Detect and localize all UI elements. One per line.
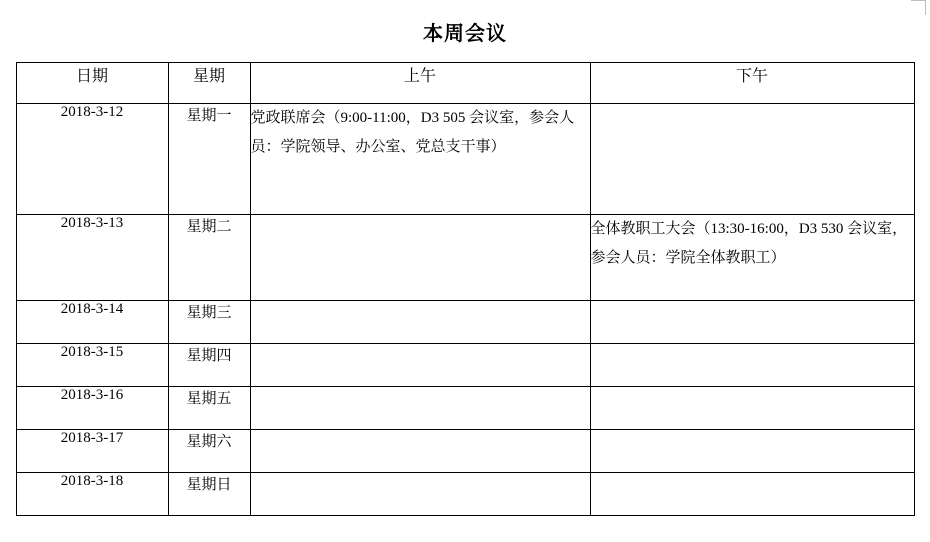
cell-morning [250, 301, 590, 344]
cell-date: 2018-3-16 [16, 387, 168, 430]
cell-date: 2018-3-13 [16, 215, 168, 301]
cell-weekday: 星期一 [168, 104, 250, 215]
cell-weekday: 星期六 [168, 430, 250, 473]
table-row [16, 473, 914, 516]
cell-afternoon [590, 344, 914, 387]
table-row [16, 387, 914, 430]
table-body [16, 104, 914, 516]
table-row [16, 301, 914, 344]
cell-afternoon: 全体教职工大会（13:30-16:00，D3 530 会议室，参会人员：学院全体教职工） [590, 215, 914, 301]
cell-afternoon [590, 387, 914, 430]
cell-afternoon [590, 104, 914, 215]
cell-morning [250, 387, 590, 430]
cell-afternoon [590, 473, 914, 516]
cell-morning: 党政联席会（9:00-11:00，D3 505 会议室，参会人员：学院领导、办公室、党总支干事） [250, 104, 590, 215]
cell-afternoon [590, 301, 914, 344]
cell-morning [250, 215, 590, 301]
weekly-meeting-table [16, 62, 915, 516]
table-row [16, 104, 914, 215]
table-header-row [16, 63, 914, 104]
cell-date: 2018-3-17 [16, 430, 168, 473]
column-header-morning: 上午 [250, 63, 590, 104]
cell-weekday: 星期日 [168, 473, 250, 516]
cell-weekday: 星期三 [168, 301, 250, 344]
column-header-afternoon: 下午 [590, 63, 914, 104]
cell-morning [250, 473, 590, 516]
table-row [16, 430, 914, 473]
column-header-date: 日期 [16, 63, 168, 104]
cell-weekday: 星期五 [168, 387, 250, 430]
column-header-weekday: 星期 [168, 63, 250, 104]
cell-date: 2018-3-12 [16, 104, 168, 215]
cell-morning [250, 430, 590, 473]
cell-date: 2018-3-14 [16, 301, 168, 344]
page-title: 本周会议 [423, 23, 507, 45]
cell-date: 2018-3-15 [16, 344, 168, 387]
cell-date: 2018-3-18 [16, 473, 168, 516]
page-corner-mark [911, 0, 926, 15]
table-row [16, 344, 914, 387]
table-header [16, 63, 914, 104]
cell-weekday: 星期二 [168, 215, 250, 301]
cell-afternoon [590, 430, 914, 473]
cell-weekday: 星期四 [168, 344, 250, 387]
cell-morning [250, 344, 590, 387]
table-row [16, 215, 914, 301]
